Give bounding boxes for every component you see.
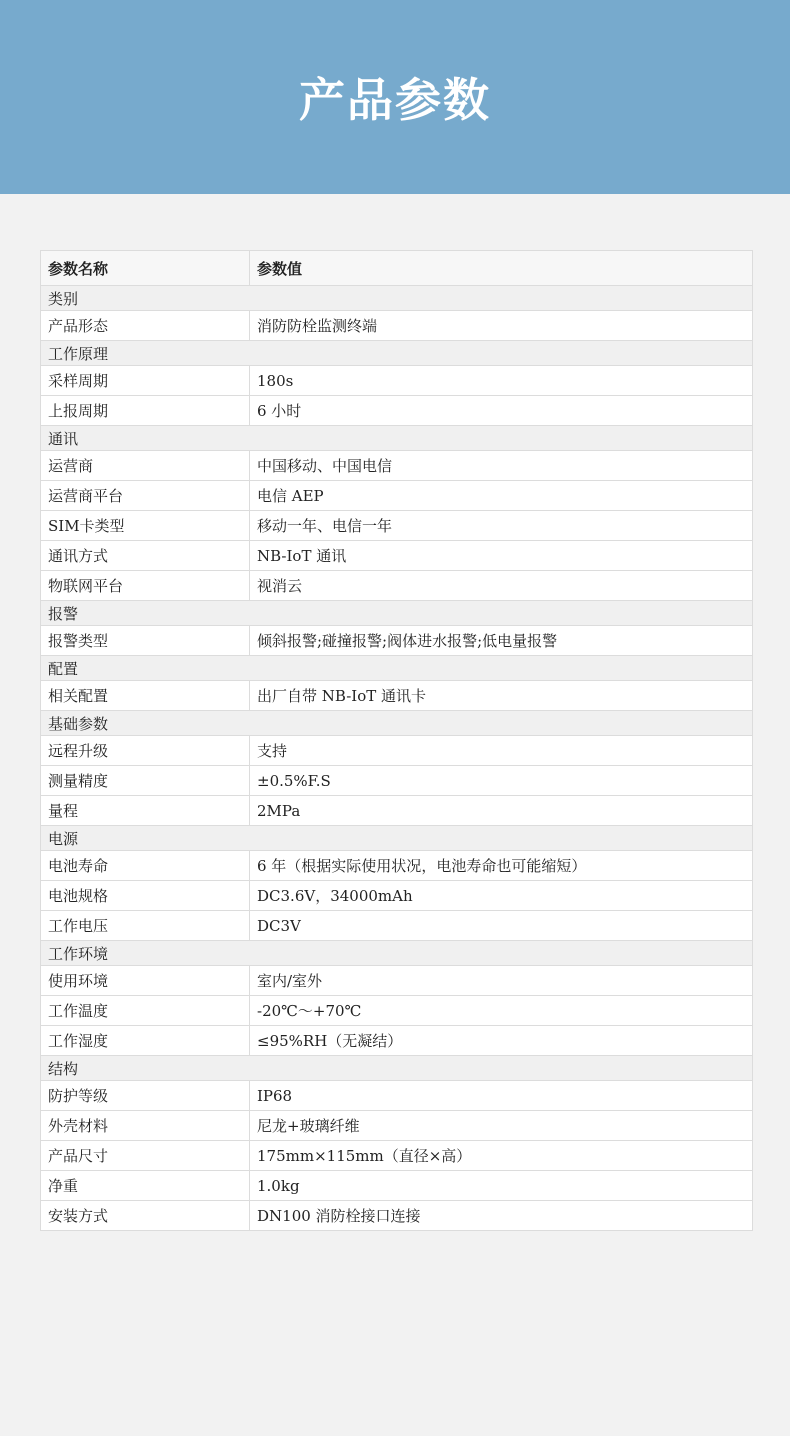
- table-row: [41, 1111, 753, 1141]
- param-value: IP68: [250, 1081, 753, 1111]
- category-label: 报警: [41, 601, 753, 626]
- table-row: [41, 1201, 753, 1231]
- page-title: 产品参数: [299, 73, 491, 127]
- category-row: [41, 1056, 753, 1081]
- category-row: [41, 426, 753, 451]
- param-value: DC3V: [250, 911, 753, 941]
- param-value: 视消云: [250, 571, 753, 601]
- param-name: 使用环境: [41, 966, 250, 996]
- param-name: 运营商平台: [41, 481, 250, 511]
- param-name: SIM卡类型: [41, 511, 250, 541]
- category-row: [41, 341, 753, 366]
- table-row: [41, 626, 753, 656]
- param-name: 安装方式: [41, 1201, 250, 1231]
- table-row: [41, 1081, 753, 1111]
- param-value: 尼龙+玻璃纤维: [250, 1111, 753, 1141]
- table-row: [41, 1171, 753, 1201]
- param-name: 产品形态: [41, 311, 250, 341]
- param-value: 室内/室外: [250, 966, 753, 996]
- param-name: 防护等级: [41, 1081, 250, 1111]
- param-name: 报警类型: [41, 626, 250, 656]
- param-name: 电池规格: [41, 881, 250, 911]
- category-label: 工作环境: [41, 941, 753, 966]
- table-row: [41, 911, 753, 941]
- param-value: -20℃～+70℃: [250, 996, 753, 1026]
- table-row: [41, 311, 753, 341]
- param-value: 电信 AEP: [250, 481, 753, 511]
- param-name: 采样周期: [41, 366, 250, 396]
- category-label: 工作原理: [41, 341, 753, 366]
- param-value: 175mm×115mm（直径×高）: [250, 1141, 753, 1171]
- param-name: 电池寿命: [41, 851, 250, 881]
- param-name: 相关配置: [41, 681, 250, 711]
- param-name: 运营商: [41, 451, 250, 481]
- table-row: [41, 396, 753, 426]
- parameter-table: [40, 250, 753, 1231]
- param-name: 工作电压: [41, 911, 250, 941]
- param-value: 1.0kg: [250, 1171, 753, 1201]
- param-value: 6 年（根据实际使用状况，电池寿命也可能缩短）: [250, 851, 753, 881]
- table-row: [41, 1026, 753, 1056]
- param-name: 远程升级: [41, 736, 250, 766]
- table-row: [41, 481, 753, 511]
- table-row: [41, 681, 753, 711]
- param-value: 消防防栓监测终端: [250, 311, 753, 341]
- param-name: 物联网平台: [41, 571, 250, 601]
- param-value: ≤95%RH（无凝结）: [250, 1026, 753, 1056]
- table-row: [41, 541, 753, 571]
- header-banner: [0, 0, 790, 194]
- category-row: [41, 711, 753, 736]
- category-label: 类别: [41, 286, 753, 311]
- category-row: [41, 656, 753, 681]
- param-name: 外壳材料: [41, 1111, 250, 1141]
- category-row: [41, 826, 753, 851]
- table-row: [41, 511, 753, 541]
- table-row: [41, 451, 753, 481]
- header-param-name: 参数名称: [41, 251, 250, 286]
- table-header-row: [41, 251, 753, 286]
- category-label: 电源: [41, 826, 753, 851]
- table-row: [41, 366, 753, 396]
- table-body: [41, 286, 753, 1231]
- param-value: 中国移动、中国电信: [250, 451, 753, 481]
- param-name: 净重: [41, 1171, 250, 1201]
- param-value: 倾斜报警;碰撞报警;阀体进水报警;低电量报警: [250, 626, 753, 656]
- table-row: [41, 966, 753, 996]
- table-row: [41, 766, 753, 796]
- param-name: 工作温度: [41, 996, 250, 1026]
- category-row: [41, 941, 753, 966]
- param-value: NB-IoT 通讯: [250, 541, 753, 571]
- param-value: ±0.5%F.S: [250, 766, 753, 796]
- category-label: 结构: [41, 1056, 753, 1081]
- header-param-value: 参数值: [250, 251, 753, 286]
- category-label: 基础参数: [41, 711, 753, 736]
- param-name: 工作湿度: [41, 1026, 250, 1056]
- param-name: 测量精度: [41, 766, 250, 796]
- param-name: 产品尺寸: [41, 1141, 250, 1171]
- table-row: [41, 996, 753, 1026]
- param-value: 移动一年、电信一年: [250, 511, 753, 541]
- table-row: [41, 851, 753, 881]
- param-value: 出厂自带 NB-IoT 通讯卡: [250, 681, 753, 711]
- param-value: DC3.6V，34000mAh: [250, 881, 753, 911]
- param-value: 180s: [250, 366, 753, 396]
- category-row: [41, 601, 753, 626]
- category-label: 通讯: [41, 426, 753, 451]
- category-row: [41, 286, 753, 311]
- param-name: 上报周期: [41, 396, 250, 426]
- param-value: 支持: [250, 736, 753, 766]
- category-label: 配置: [41, 656, 753, 681]
- param-value: 6 小时: [250, 396, 753, 426]
- param-value: 2MPa: [250, 796, 753, 826]
- table-row: [41, 1141, 753, 1171]
- table-row: [41, 571, 753, 601]
- table-row: [41, 736, 753, 766]
- param-name: 通讯方式: [41, 541, 250, 571]
- param-value: DN100 消防栓接口连接: [250, 1201, 753, 1231]
- param-name: 量程: [41, 796, 250, 826]
- table-row: [41, 796, 753, 826]
- table-row: [41, 881, 753, 911]
